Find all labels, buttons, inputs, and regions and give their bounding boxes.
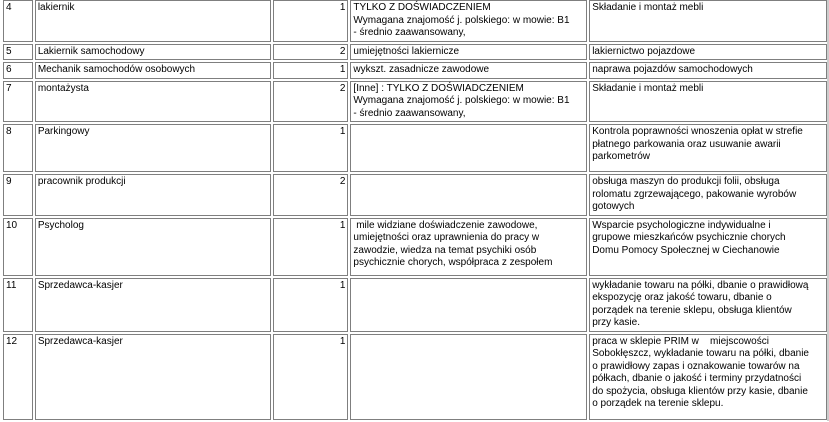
requirement-line: Wymagana znajomość j. polskiego: w mowie: B1 — [353, 14, 570, 26]
duty-line: Składanie i montaż mebli — [592, 82, 704, 94]
job-offers-table — [1, 0, 829, 422]
cell-position: Lakiernik samochodowy — [35, 44, 272, 61]
duty-line: praca w sklepie PRIM w miejscowości — [592, 335, 769, 347]
cell-requirements — [350, 124, 587, 172]
cell-number: 8 — [3, 124, 33, 172]
duty-line: płatnego parkowania oraz usuwanie awarii — [592, 138, 781, 150]
requirement-line: wykszt. zasadnicze zawodowe — [353, 64, 490, 75]
table-row — [3, 334, 827, 420]
duty-line: ekspozycję oraz jakość towaru, dbanie o — [592, 292, 772, 303]
cell-number: 6 — [3, 62, 33, 79]
duty-line: obsługa maszyn do produkcji folii, obsługa — [592, 176, 780, 187]
cell-number: 4 — [3, 0, 33, 42]
duty-line: do spożycia, obsługa klientów przy kasie, dbanie — [592, 385, 808, 397]
cell-number: 7 — [3, 81, 33, 123]
duty-line: o porządek na terenie sklepu. — [592, 398, 724, 409]
requirement-line: - średnio zaawansowany, — [353, 27, 466, 38]
cell-duties — [589, 278, 827, 332]
duty-line: Domu Pomocy Społecznej w Ciechanowie — [592, 244, 780, 256]
requirement-line: mile widziane doświadczenie zawodowe, — [353, 219, 538, 231]
duty-line: półkach, dbanie o jakość i terminy przydatności — [592, 373, 802, 384]
cell-quantity: 1 — [273, 334, 348, 420]
cell-number: 5 — [3, 44, 33, 61]
table-row — [3, 124, 827, 172]
cell-position: Mechanik samochodów osobowych — [35, 62, 272, 79]
cell-requirements — [350, 81, 587, 123]
duty-line: parkometrów — [592, 151, 651, 162]
cell-duties — [589, 0, 827, 42]
cell-quantity: 1 — [273, 124, 348, 172]
cell-position: Sprzedawca-kasjer — [35, 278, 272, 332]
requirement-line: zawodzie, wiedza na temat psychiki osób — [353, 244, 537, 256]
cell-requirements — [350, 44, 587, 61]
cell-duties — [589, 174, 827, 216]
duty-line: porządek na terenie sklepu, obsługa klientów — [592, 304, 792, 316]
cell-position: lakiernik — [35, 0, 272, 42]
cell-duties — [589, 44, 827, 61]
cell-duties — [589, 218, 827, 276]
cell-position: Parkingowy — [35, 124, 272, 172]
duty-line: grupowe mieszkańców psychicznie chorych — [592, 232, 786, 243]
requirement-line: psychicznie chorych, współpraca z zespołem — [353, 257, 553, 268]
duty-line: rolomatu zgrzewającego, pakowanie wyrobów — [592, 188, 797, 200]
cell-position: Psycholog — [35, 218, 272, 276]
cell-number: 9 — [3, 174, 33, 216]
table-row — [3, 81, 827, 123]
duty-line: o prawidłowy zapas i oznakowanie towarów na — [592, 360, 800, 372]
requirement-line: umiejętności lakiernicze — [353, 45, 460, 57]
duty-line: Wsparcie psychologiczne indywidualne i — [592, 219, 771, 231]
cell-quantity: 1 — [273, 218, 348, 276]
cell-quantity: 1 — [273, 0, 348, 42]
duty-line: Sobokłęszcz, wykładanie towaru na półki, dbanie — [592, 348, 809, 359]
cell-position: Sprzedawca-kasjer — [35, 334, 272, 420]
duty-line: lakiernictwo pojazdowe — [592, 45, 696, 57]
cell-quantity: 1 — [273, 278, 348, 332]
cell-number: 10 — [3, 218, 33, 276]
cell-requirements — [350, 334, 587, 420]
cell-requirements — [350, 218, 587, 276]
table-row — [3, 218, 827, 276]
requirement-line: - średnio zaawansowany, — [353, 107, 466, 119]
cell-quantity: 2 — [273, 81, 348, 123]
cell-position: pracownik produkcji — [35, 174, 272, 216]
cell-quantity: 1 — [273, 62, 348, 79]
duty-line: Składanie i montaż mebli — [592, 2, 704, 13]
duty-line: Kontrola poprawności wnoszenia opłat w strefie — [592, 126, 803, 137]
cell-requirements — [350, 278, 587, 332]
table-row — [3, 278, 827, 332]
cell-duties — [589, 62, 827, 79]
cell-requirements — [350, 0, 587, 42]
duty-line: przy kasie. — [592, 317, 640, 328]
requirement-line: Wymagana znajomość j. polskiego: w mowie: B1 — [353, 95, 570, 106]
requirement-line: TYLKO Z DOŚWIADCZENIEM — [353, 2, 491, 13]
cell-quantity: 2 — [273, 174, 348, 216]
cell-position: montażysta — [35, 81, 272, 123]
table-row — [3, 62, 827, 79]
cell-duties — [589, 334, 827, 420]
table-row — [3, 0, 827, 42]
duty-line: wykładanie towaru na półki, dbanie o prawidłową — [592, 279, 809, 291]
cell-quantity: 2 — [273, 44, 348, 61]
table-row — [3, 44, 827, 61]
cell-requirements — [350, 62, 587, 79]
cell-number: 12 — [3, 334, 33, 420]
cell-requirements — [350, 174, 587, 216]
duty-line: gotowych — [592, 201, 635, 212]
requirement-line: umiejętności oraz uprawnienia do pracy w — [353, 232, 540, 243]
cell-number: 11 — [3, 278, 33, 332]
duty-line: naprawa pojazdów samochodowych — [592, 64, 753, 75]
requirement-line: [Inne] : TYLKO Z DOŚWIADCZENIEM — [353, 82, 524, 94]
table-body — [3, 0, 827, 420]
cell-duties — [589, 124, 827, 172]
table-row — [3, 174, 827, 216]
cell-duties — [589, 81, 827, 123]
